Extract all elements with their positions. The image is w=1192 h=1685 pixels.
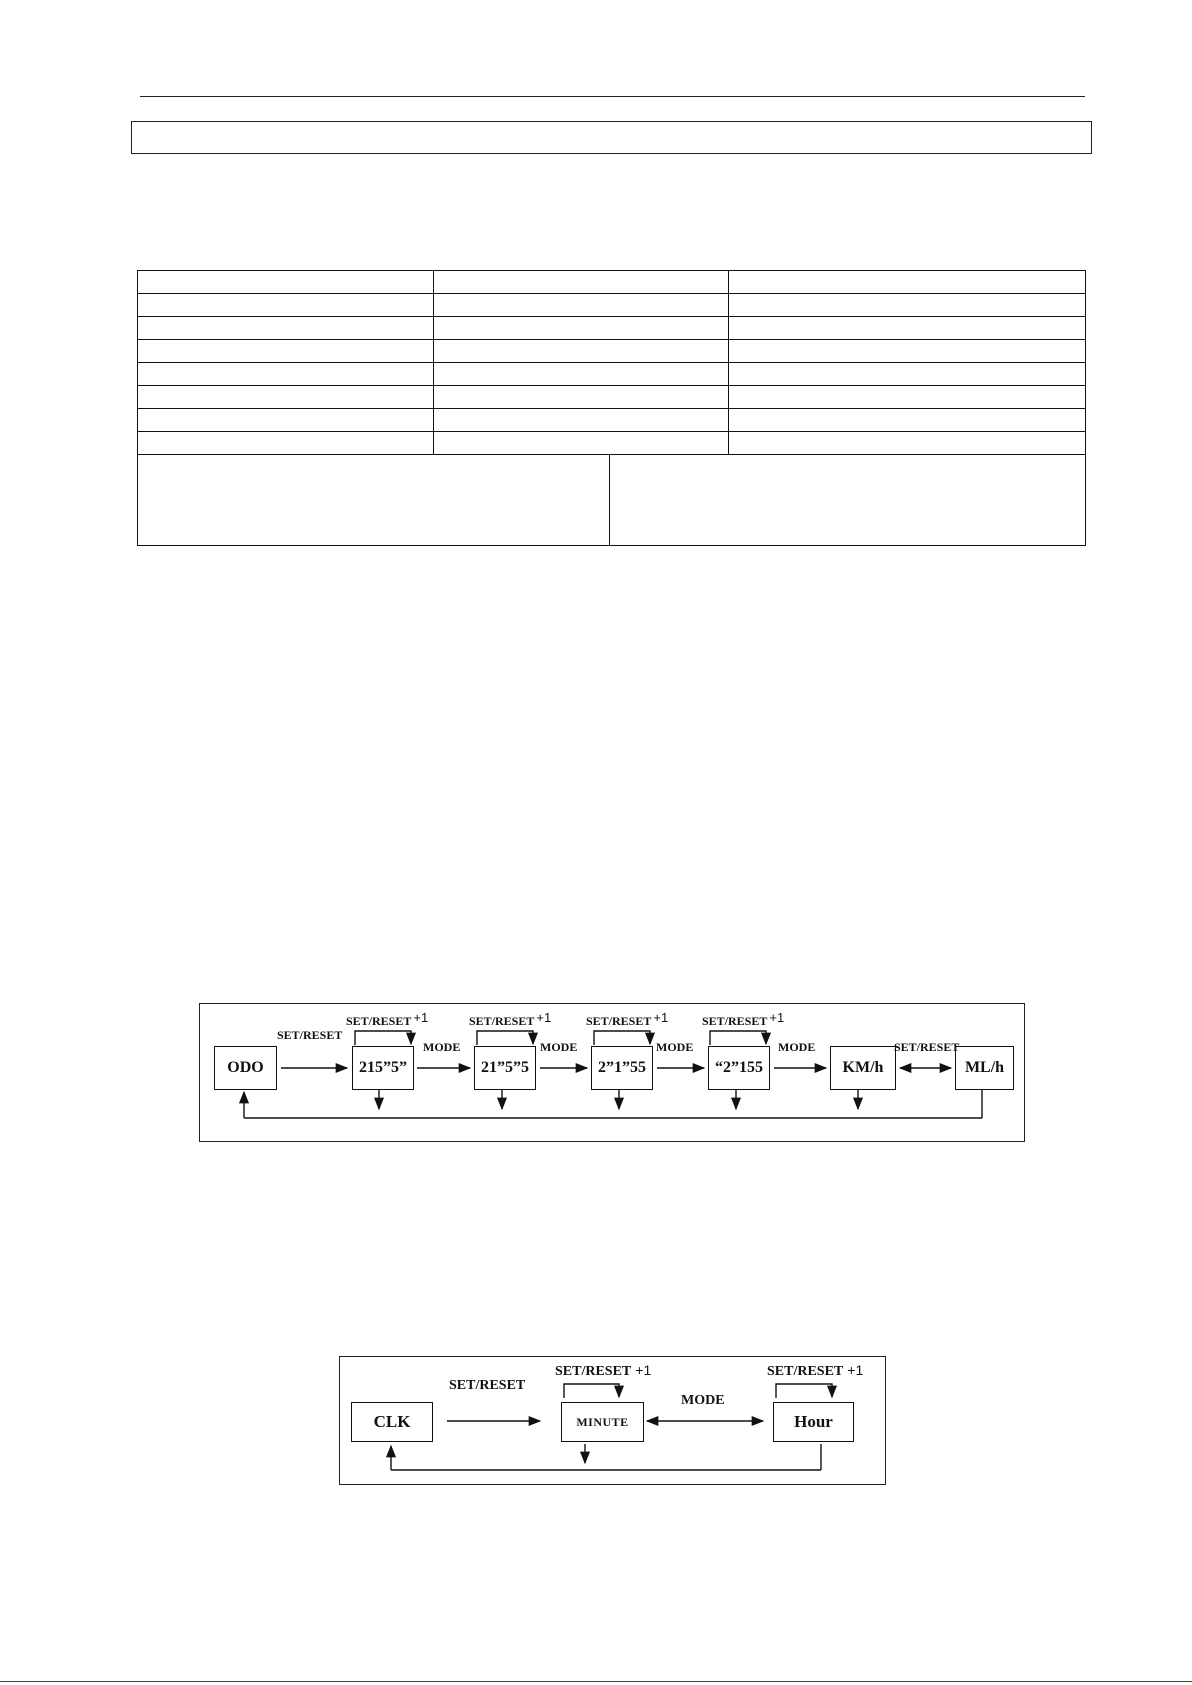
node-minute: MINUTE [561, 1402, 644, 1442]
table-cell [138, 432, 434, 455]
table-cell [434, 340, 729, 363]
table-cell [729, 294, 1086, 317]
node-hour: Hour [773, 1402, 854, 1442]
node-kmh: KM/h [830, 1046, 896, 1090]
loop-d2 [477, 1031, 533, 1045]
table-cell [138, 455, 610, 546]
table-cell [434, 271, 729, 294]
node-display-1: 215”5” [352, 1046, 414, 1090]
table-cell [138, 386, 434, 409]
label-set-reset-plus-4: SET/RESET +1 [702, 1010, 785, 1028]
label-set-reset-speed: SET/RESET [894, 1040, 960, 1054]
table-row [138, 409, 1086, 432]
table-row [138, 340, 1086, 363]
loop-d4 [710, 1031, 766, 1045]
table-cell [729, 317, 1086, 340]
section-title-box [131, 121, 1092, 154]
table-cell [138, 340, 434, 363]
label-set-reset-plus-2: SET/RESET +1 [469, 1010, 552, 1028]
table-row [138, 317, 1086, 340]
table-row [138, 363, 1086, 386]
table-cell [138, 409, 434, 432]
table-cell [138, 317, 434, 340]
table-cell [610, 455, 1086, 546]
loop-minute [564, 1384, 619, 1398]
table-row [138, 386, 1086, 409]
node-clk: CLK [351, 1402, 433, 1442]
table-cell [138, 294, 434, 317]
trip-mode-flow-diagram [199, 1003, 1025, 1142]
footer-rule [0, 1681, 1192, 1682]
loop-hour [776, 1384, 832, 1398]
table-cell [729, 409, 1086, 432]
header-rule [140, 96, 1085, 97]
table-cell [434, 294, 729, 317]
table-row [138, 455, 1086, 546]
table-cell [138, 271, 434, 294]
table-cell [729, 271, 1086, 294]
label-set-reset-plus-minute: SET/RESET +1 [555, 1362, 652, 1379]
spec-table [137, 270, 1086, 546]
label-set-reset-clk: SET/RESET [449, 1378, 526, 1393]
table-cell [729, 386, 1086, 409]
label-mode-clock: MODE [681, 1393, 725, 1408]
label-mode-1: MODE [423, 1040, 461, 1054]
table-cell [138, 363, 434, 386]
table-cell [434, 317, 729, 340]
node-display-2: 21”5”5 [474, 1046, 536, 1090]
table-row [138, 432, 1086, 455]
table-row [138, 271, 1086, 294]
table-cell [434, 432, 729, 455]
node-mlh: ML/h [955, 1046, 1014, 1090]
node-display-3: 2”1”55 [591, 1046, 653, 1090]
table-cell [434, 386, 729, 409]
table-cell [729, 432, 1086, 455]
label-set-reset-plus-hour: SET/RESET +1 [767, 1362, 864, 1379]
label-set-reset-plus-1: SET/RESET +1 [346, 1010, 429, 1028]
clock-setting-flow-diagram [339, 1356, 886, 1485]
label-set-reset-odo: SET/RESET [277, 1028, 343, 1042]
table-cell [434, 363, 729, 386]
loop-d3 [594, 1031, 650, 1045]
label-mode-2: MODE [540, 1040, 578, 1054]
label-mode-3: MODE [656, 1040, 694, 1054]
table-cell [729, 363, 1086, 386]
loop-d1 [355, 1031, 411, 1045]
table-cell [434, 409, 729, 432]
label-mode-4: MODE [778, 1040, 816, 1054]
table-cell [729, 340, 1086, 363]
table-row [138, 294, 1086, 317]
label-set-reset-plus-3: SET/RESET +1 [586, 1010, 669, 1028]
node-odo: ODO [214, 1046, 277, 1090]
node-display-4: “2”155 [708, 1046, 770, 1090]
